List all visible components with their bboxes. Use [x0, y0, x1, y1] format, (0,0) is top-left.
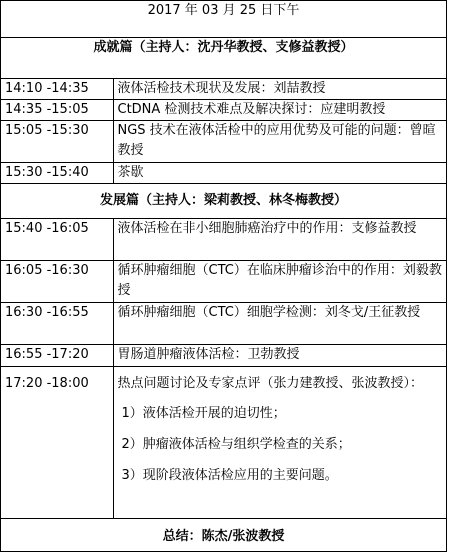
schedule-row — [1, 261, 446, 303]
topic-cell: 茶歇 — [113, 163, 446, 184]
section-header-row — [1, 184, 446, 219]
topic-cell: NGS 技术在液体活检中的应用优势及可能的问题：曾暄教授 — [113, 121, 446, 163]
time-cell: 16:30 -16:55 — [1, 303, 113, 345]
time-cell: 14:10 -14:35 — [1, 79, 113, 100]
schedule-row — [1, 303, 446, 345]
time-cell: 15:05 -15:30 — [1, 121, 113, 163]
discussion-row — [1, 367, 446, 519]
discussion-item: 3）现阶段液体活检应用的主要问题。 — [118, 465, 443, 487]
schedule-row — [1, 79, 446, 100]
topic-cell: 胃肠道肿瘤液体活检：卫勃教授 — [113, 345, 446, 367]
discussion-cell — [113, 367, 446, 519]
topic-cell: CtDNA 检测技术难点及解决探讨：应建明教授 — [113, 100, 446, 121]
schedule-row — [1, 121, 446, 163]
time-cell: 17:20 -18:00 — [1, 367, 113, 519]
section-title-achievement: 成就篇（主持人：沈丹华教授、支修益教授） — [1, 38, 446, 79]
discussion-intro: 热点问题讨论及专家点评（张力建教授、张波教授）： — [118, 376, 424, 391]
section-header-row — [1, 38, 446, 79]
summary-title: 总结：陈杰/张波教授 — [1, 519, 446, 555]
time-cell: 15:30 -15:40 — [1, 163, 113, 184]
topic-cell: 液体活检在非小细胞肺癌治疗中的作用：支修益教授 — [113, 219, 446, 261]
time-cell: 14:35 -15:05 — [1, 100, 113, 121]
topic-cell: 循环肿瘤细胞（CTC）细胞学检测：刘冬戈/王征教授 — [113, 303, 446, 345]
schedule-row — [1, 163, 446, 184]
summary-row — [1, 519, 446, 555]
section-title-development: 发展篇（主持人：梁莉教授、林冬梅教授） — [1, 184, 446, 219]
time-cell: 15:40 -16:05 — [1, 219, 113, 261]
schedule-row — [1, 100, 446, 121]
schedule-row — [1, 219, 446, 261]
schedule-table — [1, 1, 446, 555]
time-cell: 16:55 -17:20 — [1, 345, 113, 367]
date-header: 2017 年 03 月 25 日下午 — [1, 1, 446, 38]
discussion-item: 1）液体活检开展的迫切性； — [118, 403, 443, 425]
time-cell: 16:05 -16:30 — [1, 261, 113, 303]
topic-cell: 循环肿瘤细胞（CTC）在临床肿瘤诊治中的作用：刘毅教授 — [113, 261, 446, 303]
discussion-item: 2）肿瘤液体活检与组织学检查的关系； — [118, 434, 443, 456]
date-header-row — [1, 1, 446, 38]
schedule-row — [1, 345, 446, 367]
topic-cell: 液体活检技术现状及发展：刘喆教授 — [113, 79, 446, 100]
